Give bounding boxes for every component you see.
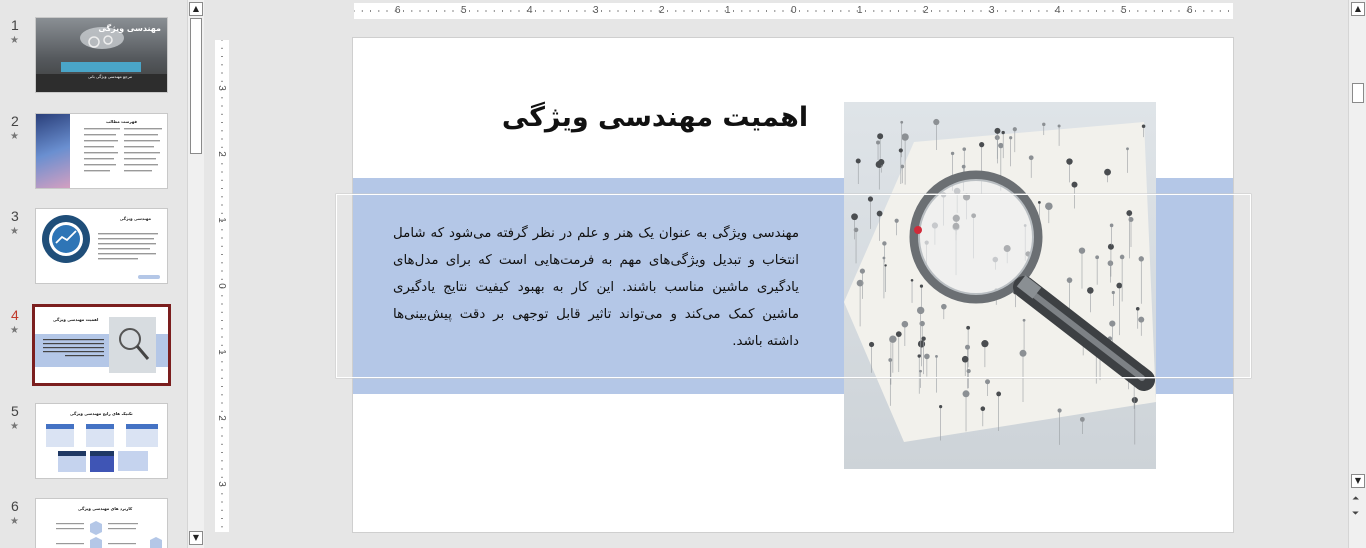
magnifying-glass-data-icon [844, 102, 1156, 469]
scroll-down-button[interactable] [189, 531, 203, 545]
ruler-label: 2 [923, 5, 929, 16]
animation-star-icon: ★ [10, 131, 19, 142]
thumbnail-row-4[interactable] [0, 307, 188, 391]
slide-thumbnail-3[interactable] [35, 208, 168, 284]
ruler-label: 0 [215, 283, 227, 289]
thumbnail-title: تکنیک های رایج مهندسی ویژگی [70, 411, 133, 416]
thumbnail-row-1[interactable] [0, 17, 188, 101]
thumbnail-scrollbar[interactable] [187, 0, 204, 548]
thumbnail-title: اهمیت مهندسی ویژگی [53, 317, 99, 322]
caret-down-icon: ▼ [1354, 476, 1362, 485]
text-lines-icon [74, 128, 168, 188]
thumbnail-row-2[interactable] [0, 113, 188, 197]
slide-thumbnail-1[interactable] [35, 17, 168, 93]
thumbnail-row-6[interactable] [0, 498, 188, 548]
slide-thumbnail-6[interactable] [35, 498, 168, 548]
previous-slide-icon[interactable]: ⏶ [1352, 494, 1360, 504]
thumbnail-title: فهرست مطالب [106, 119, 137, 124]
ruler-label: 3 [989, 5, 995, 16]
slide-thumbnail-2[interactable] [35, 113, 168, 189]
scroll-up-button[interactable] [1351, 2, 1365, 16]
ruler-label: 3 [593, 5, 599, 16]
thumbnail-title: مهندسی ویژگی [98, 24, 161, 33]
ruler-label: 6 [395, 5, 401, 16]
ruler-label: 5 [461, 5, 467, 16]
process-arrows-icon [36, 404, 168, 479]
slide-title[interactable]: اهمیت مهندسی ویژگی [501, 102, 809, 133]
next-slide-icon[interactable]: ⏷ [1352, 509, 1360, 519]
slide-number: 2 [11, 113, 19, 129]
ruler-label: 4 [1055, 5, 1061, 16]
animation-star-icon: ★ [10, 516, 19, 527]
slide-number: 5 [11, 403, 19, 419]
slide-thumbnail-5[interactable] [35, 403, 168, 479]
ruler-label: 5 [1121, 5, 1127, 16]
thumbnail-title: کاربرد های مهندسی ویژگی [78, 506, 133, 511]
thumbnail-image [36, 114, 70, 189]
caret-up-icon: ▲ [1354, 4, 1362, 13]
slide-number: 4 [11, 307, 19, 323]
ruler-label: 1 [725, 5, 731, 16]
thumbnail-subtitle: مرجع مهندسی ویژگی بانی [87, 74, 132, 79]
slide-body-text[interactable]: مهندسی ویژگی به عنوان یک هنر و علم در نظر گرفته می‌شود که شامل انتخاب و تبدیل ویژگی‌های مهم به فرمت‌هایی است که برای مدل‌های یادگیری ماشین مناسب باشند. این کار به بهبود کیفیت نتایج یادگیری ماشین کمک می‌کند و می‌تواند تاثیر قابل توجهی بر دقت پیش‌بینی‌ها داشته باشد. [393, 226, 799, 349]
scroll-down-button[interactable] [1351, 474, 1365, 488]
ruler-label: 3 [215, 85, 227, 91]
slide-canvas[interactable] [352, 37, 1234, 533]
animation-star-icon: ★ [10, 226, 19, 237]
slide-number: 6 [11, 498, 19, 514]
ruler-label: 2 [215, 151, 227, 157]
editor-scrollbar[interactable] [1348, 0, 1366, 548]
animation-star-icon: ★ [10, 421, 19, 432]
animation-star-icon: ★ [10, 35, 19, 46]
ruler-label: 1 [215, 349, 227, 355]
caret-down-icon: ▼ [192, 533, 200, 542]
ruler-label: 3 [215, 481, 227, 487]
scroll-up-button[interactable] [189, 2, 203, 16]
scrollbar-thumb[interactable] [1352, 83, 1364, 103]
hexagon-layout-icon [36, 499, 168, 548]
caret-up-icon: ▲ [192, 4, 200, 13]
horizontal-ruler[interactable] [354, 3, 1233, 19]
ruler-label: 2 [215, 415, 227, 421]
slide-number: 1 [11, 17, 19, 33]
thumbnail-row-5[interactable] [0, 403, 188, 487]
ruler-label: 4 [527, 5, 533, 16]
slide-thumbnail-4[interactable] [32, 304, 171, 386]
vertical-ruler[interactable] [215, 40, 229, 532]
ruler-label: 2 [659, 5, 665, 16]
ruler-label: 1 [215, 217, 227, 223]
animation-star-icon: ★ [10, 325, 19, 336]
slide-image[interactable] [844, 102, 1156, 469]
slide-thumbnail-pane [0, 0, 188, 548]
thumbnail-row-3[interactable] [0, 208, 188, 292]
ruler-label: 0 [791, 5, 797, 16]
ruler-label: 6 [1187, 5, 1193, 16]
slide-number: 3 [11, 208, 19, 224]
ruler-label: 1 [857, 5, 863, 16]
thumbnail-title: مهندسی ویژگی [119, 216, 151, 221]
scrollbar-thumb[interactable] [190, 18, 202, 154]
